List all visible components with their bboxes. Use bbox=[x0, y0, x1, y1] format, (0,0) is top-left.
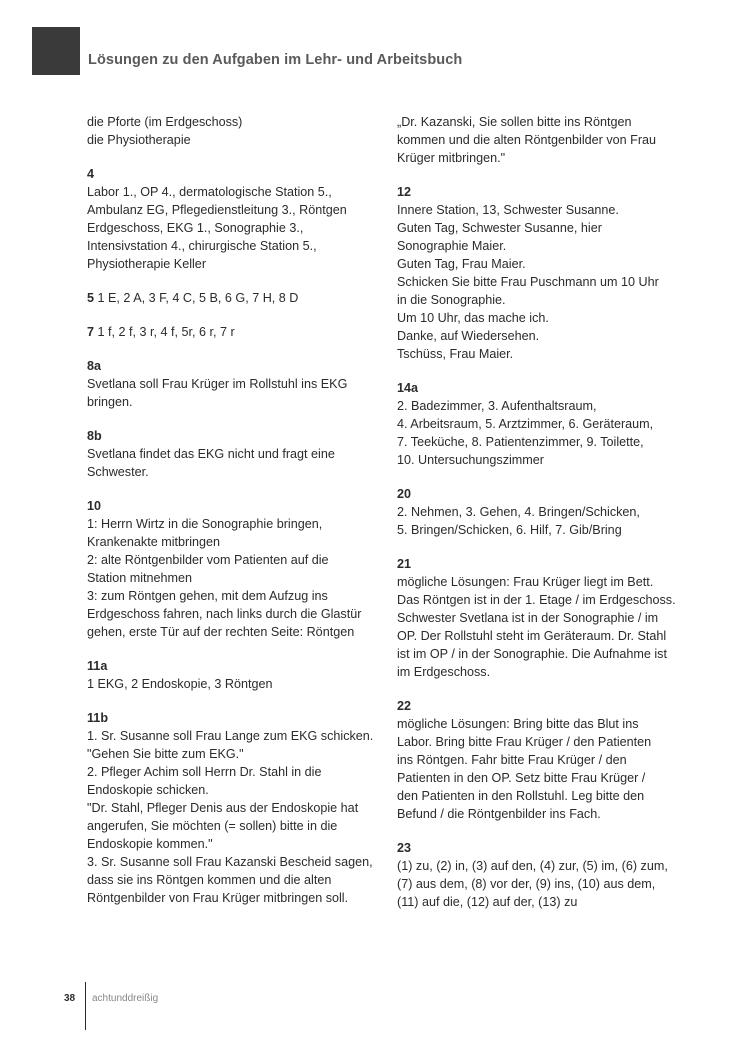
section-7 bbox=[87, 323, 382, 341]
section-heading: 10 bbox=[87, 499, 102, 513]
left-column bbox=[87, 113, 382, 907]
text-line: 2. Badezimmer, 3. Aufenthaltsraum, bbox=[397, 399, 597, 413]
text-line: Intensivstation 4., chirurgische Station 5., bbox=[87, 239, 317, 253]
page-title: Lösungen zu den Aufgaben im Lehr- und Arbeitsbuch bbox=[88, 52, 463, 68]
text-line: 3: zum Röntgen gehen, mit dem Aufzug ins bbox=[87, 589, 328, 603]
section-heading: 8b bbox=[87, 429, 102, 443]
text-line: (1) zu, (2) in, (3) auf den, (4) zur, (5) im, (6) zum, bbox=[397, 859, 668, 873]
section-heading: 12 bbox=[397, 185, 412, 199]
text-line: die Physiotherapie bbox=[87, 133, 191, 147]
page-number: 38 bbox=[64, 993, 76, 1004]
section-heading: 11b bbox=[87, 711, 109, 725]
text-line: ist im OP / in der Sonographie. Die Aufnahme ist bbox=[397, 647, 667, 661]
text-line: OP. Der Rollstuhl steht im Geräteraum. Dr. Stahl bbox=[397, 629, 667, 643]
text-line: Guten Tag, Frau Maier. bbox=[397, 257, 526, 271]
text-line: Um 10 Uhr, das mache ich. bbox=[397, 311, 549, 325]
section-5 bbox=[87, 289, 382, 307]
text-line: Patienten in den OP. Setz bitte Frau Krüger / bbox=[397, 771, 646, 785]
text-line: im Erdgeschoss. bbox=[397, 665, 491, 679]
text-line: Krüger mitbringen." bbox=[397, 151, 506, 165]
right-column bbox=[397, 113, 697, 911]
section-heading: 21 bbox=[397, 557, 412, 571]
text-line: 7. Teeküche, 8. Patientenzimmer, 9. Toilette, bbox=[397, 435, 644, 449]
text-line: Station mitnehmen bbox=[87, 571, 193, 585]
text-line: Endoskopie schicken. bbox=[87, 783, 209, 797]
text-line: Schicken Sie bitte Frau Puschmann um 10 Uhr bbox=[397, 275, 659, 289]
text-line: Labor. Bring bitte Frau Krüger / den Patienten bbox=[397, 735, 652, 749]
section-11a bbox=[87, 657, 382, 693]
text-line: Labor 1., OP 4., dermatologische Station 5., bbox=[87, 185, 332, 199]
page-number-word: achtunddreißig bbox=[92, 993, 159, 1004]
text-line: 5. Bringen/Schicken, 6. Hilf, 7. Gib/Bring bbox=[397, 523, 622, 537]
text-line: "Gehen Sie bitte zum EKG." bbox=[87, 747, 244, 761]
text-line: Das Röntgen ist in der 1. Etage / im Erdgeschoss. bbox=[397, 593, 676, 607]
section-heading: 14a bbox=[397, 381, 419, 395]
text-line: 2. Pfleger Achim soll Herrn Dr. Stahl in die bbox=[87, 765, 322, 779]
intro-block bbox=[397, 113, 697, 167]
section-23 bbox=[397, 839, 697, 911]
text-line: Röntgenbilder von Frau Krüger mitbringen soll. bbox=[87, 891, 349, 905]
text-line: (7) aus dem, (8) vor der, (9) ins, (10) aus dem, bbox=[397, 877, 656, 891]
section-8a bbox=[87, 357, 382, 411]
text-line: Schwester. bbox=[87, 465, 149, 479]
footer-divider bbox=[85, 982, 86, 1030]
text-line: Erdgeschoss, EKG 1., Sonographie 3., bbox=[87, 221, 304, 235]
text-line: Sonographie Maier. bbox=[397, 239, 507, 253]
text-line: angerufen, Sie möchten (= sollen) bitte in die bbox=[87, 819, 338, 833]
section-heading: 20 bbox=[397, 487, 412, 501]
section-heading: 7 bbox=[87, 325, 95, 339]
text-line: Krankenakte mitbringen bbox=[87, 535, 221, 549]
text-line: 3. Sr. Susanne soll Frau Kazanski Bescheid sagen, bbox=[87, 855, 373, 869]
text-line: in die Sonographie. bbox=[397, 293, 506, 307]
answer-text: 1 f, 2 f, 3 r, 4 f, 5r, 6 r, 7 r bbox=[97, 325, 235, 339]
section-20 bbox=[397, 485, 697, 539]
text-line: Svetlana findet das EKG nicht und fragt eine bbox=[87, 447, 335, 461]
text-line: (11) auf die, (12) auf der, (13) zu bbox=[397, 895, 578, 909]
section-8b bbox=[87, 427, 382, 481]
text-line: Erdgeschoss fahren, nach links durch die Glastür bbox=[87, 607, 362, 621]
text-line: 1: Herrn Wirtz in die Sonographie bringen, bbox=[87, 517, 323, 531]
text-line: Schwester Svetlana ist in der Sonographie / im bbox=[397, 611, 659, 625]
section-heading: 5 bbox=[87, 291, 95, 305]
text-line: Ambulanz EG, Pflegedienstleitung 3., Röntgen bbox=[87, 203, 347, 217]
text-line: kommen und die alten Röntgenbilder von Frau bbox=[397, 133, 657, 147]
text-line: 1 EKG, 2 Endoskopie, 3 Röntgen bbox=[87, 677, 273, 691]
section-heading: 4 bbox=[87, 167, 95, 181]
text-line: Tschüss, Frau Maier. bbox=[397, 347, 514, 361]
section-21 bbox=[397, 555, 697, 681]
section-heading: 23 bbox=[397, 841, 412, 855]
section-22 bbox=[397, 697, 697, 823]
text-line: 2: alte Röntgenbilder vom Patienten auf die bbox=[87, 553, 329, 567]
text-line: Svetlana soll Frau Krüger im Rollstuhl ins EKG bbox=[87, 377, 348, 391]
text-line: dass sie ins Röntgen kommen und die alten bbox=[87, 873, 332, 887]
intro-block bbox=[87, 113, 382, 149]
header-marker bbox=[32, 27, 80, 75]
text-line: mögliche Lösungen: Frau Krüger liegt im Bett. bbox=[397, 575, 654, 589]
section-11b bbox=[87, 709, 382, 907]
section-14a bbox=[397, 379, 697, 469]
text-line: ins Röntgen. Fahr bitte Frau Krüger / den bbox=[397, 753, 627, 767]
section-heading: 22 bbox=[397, 699, 412, 713]
text-line: 2. Nehmen, 3. Gehen, 4. Bringen/Schicken, bbox=[397, 505, 640, 519]
text-line: mögliche Lösungen: Bring bitte das Blut ins bbox=[397, 717, 639, 731]
text-line: Guten Tag, Schwester Susanne, hier bbox=[397, 221, 602, 235]
section-heading: 8a bbox=[87, 359, 102, 373]
text-line: Befund / die Röntgenbilder ins Fach. bbox=[397, 807, 601, 821]
text-line: 10. Untersuchungszimmer bbox=[397, 453, 544, 467]
text-line: "Dr. Stahl, Pfleger Denis aus der Endoskopie hat bbox=[87, 801, 359, 815]
text-line: gehen, erste Tür auf der rechten Seite: Röntgen bbox=[87, 625, 355, 639]
text-line: 4. Arbeitsraum, 5. Arztzimmer, 6. Geräteraum, bbox=[397, 417, 654, 431]
text-line: die Pforte (im Erdgeschoss) bbox=[87, 115, 243, 129]
text-line: den Patienten in den Rollstuhl. Leg bitte den bbox=[397, 789, 645, 803]
answer-text: 1 E, 2 A, 3 F, 4 C, 5 B, 6 G, 7 H, 8 D bbox=[97, 291, 299, 305]
text-line: 1. Sr. Susanne soll Frau Lange zum EKG schicken. bbox=[87, 729, 374, 743]
text-line: bringen. bbox=[87, 395, 133, 409]
section-4 bbox=[87, 165, 382, 273]
text-line: Endoskopie kommen." bbox=[87, 837, 213, 851]
text-line: „Dr. Kazanski, Sie sollen bitte ins Röntgen bbox=[397, 115, 632, 129]
section-12 bbox=[397, 183, 697, 363]
text-line: Innere Station, 13, Schwester Susanne. bbox=[397, 203, 619, 217]
text-line: Danke, auf Wiedersehen. bbox=[397, 329, 540, 343]
section-10 bbox=[87, 497, 382, 641]
section-heading: 11a bbox=[87, 659, 108, 673]
text-line: Physiotherapie Keller bbox=[87, 257, 207, 271]
